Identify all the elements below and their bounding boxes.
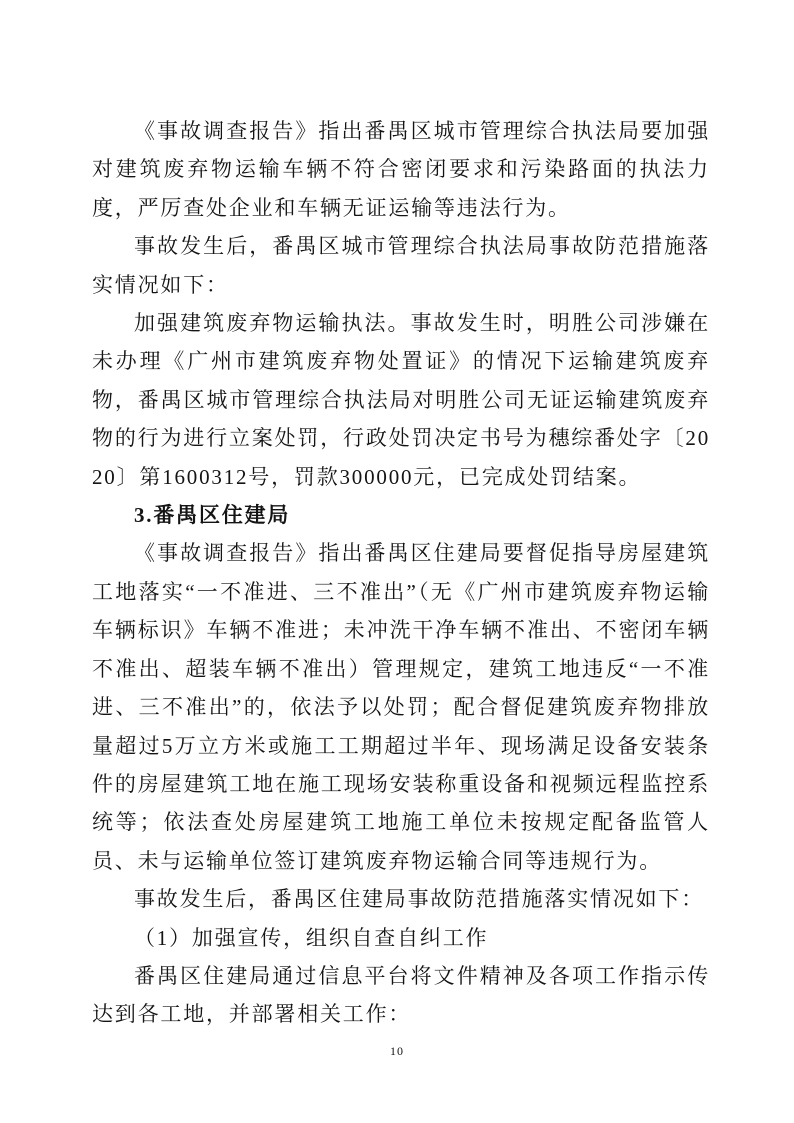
paragraph-transport-enforcement-case: 加强建筑废弃物运输执法。事故发生时，明胜公司涉嫌在未办理《广州市建筑废弃物处置证》的情况下运输建筑废弃物，番禺区城市管理综合执法局对明胜公司无证运输建筑废弃物的行为进行立案处罚，行政处罚决定书号为穗综番处字〔2020〕第1600312号，罚款300000元，已完成处罚结案。	[92, 311, 710, 489]
page-content	[92, 112, 710, 1034]
paragraph-measures-intro-chengguan: 事故发生后，番禺区城市管理综合执法局事故防范措施落实情况如下：	[92, 234, 710, 297]
paragraph-item-1-publicity: （1）加强宣传，组织自查自纠工作	[134, 925, 489, 950]
paragraph-measures-intro-zhujianju: 事故发生后，番禺区住建局事故防范措施落实情况如下：	[134, 887, 704, 912]
paragraph-law-enforcement-requirement: 《事故调查报告》指出番禺区城市管理综合执法局要加强对建筑废弃物运输车辆不符合密闭要求和污染路面的执法力度，严厉查处企业和车辆无证运输等违法行为。	[92, 119, 710, 220]
page-number: 10	[390, 1044, 404, 1058]
section-heading-zhujianju: 3.番禺区住建局	[134, 503, 291, 528]
paragraph-info-platform: 番禺区住建局通过信息平台将文件精神及各项工作指示传达到各工地，并部署相关工作：	[92, 963, 710, 1027]
paragraph-zhujianju-requirements: 《事故调查报告》指出番禺区住建局要督促指导房屋建筑工地落实“一不准进、三不准出”（无《广州市建筑废弃物运输车辆标识》车辆不准进；未冲洗干净车辆不准出、不密闭车辆不准出、超装车辆不准出）管理规定，建筑工地违反“一不准进、三不准出”的，依法予以处罚；配合督促建筑废弃物排放量超过5万立方米或施工工期超过半年、现场满足设备安装条件的房屋建筑工地在施工现场安装称重设备和视频远程监控系统等；依法查处房屋建筑工地施工单位未按规定配备监管人员、未与运输单位签订建筑废弃物运输合同等违规行为。	[92, 541, 710, 873]
